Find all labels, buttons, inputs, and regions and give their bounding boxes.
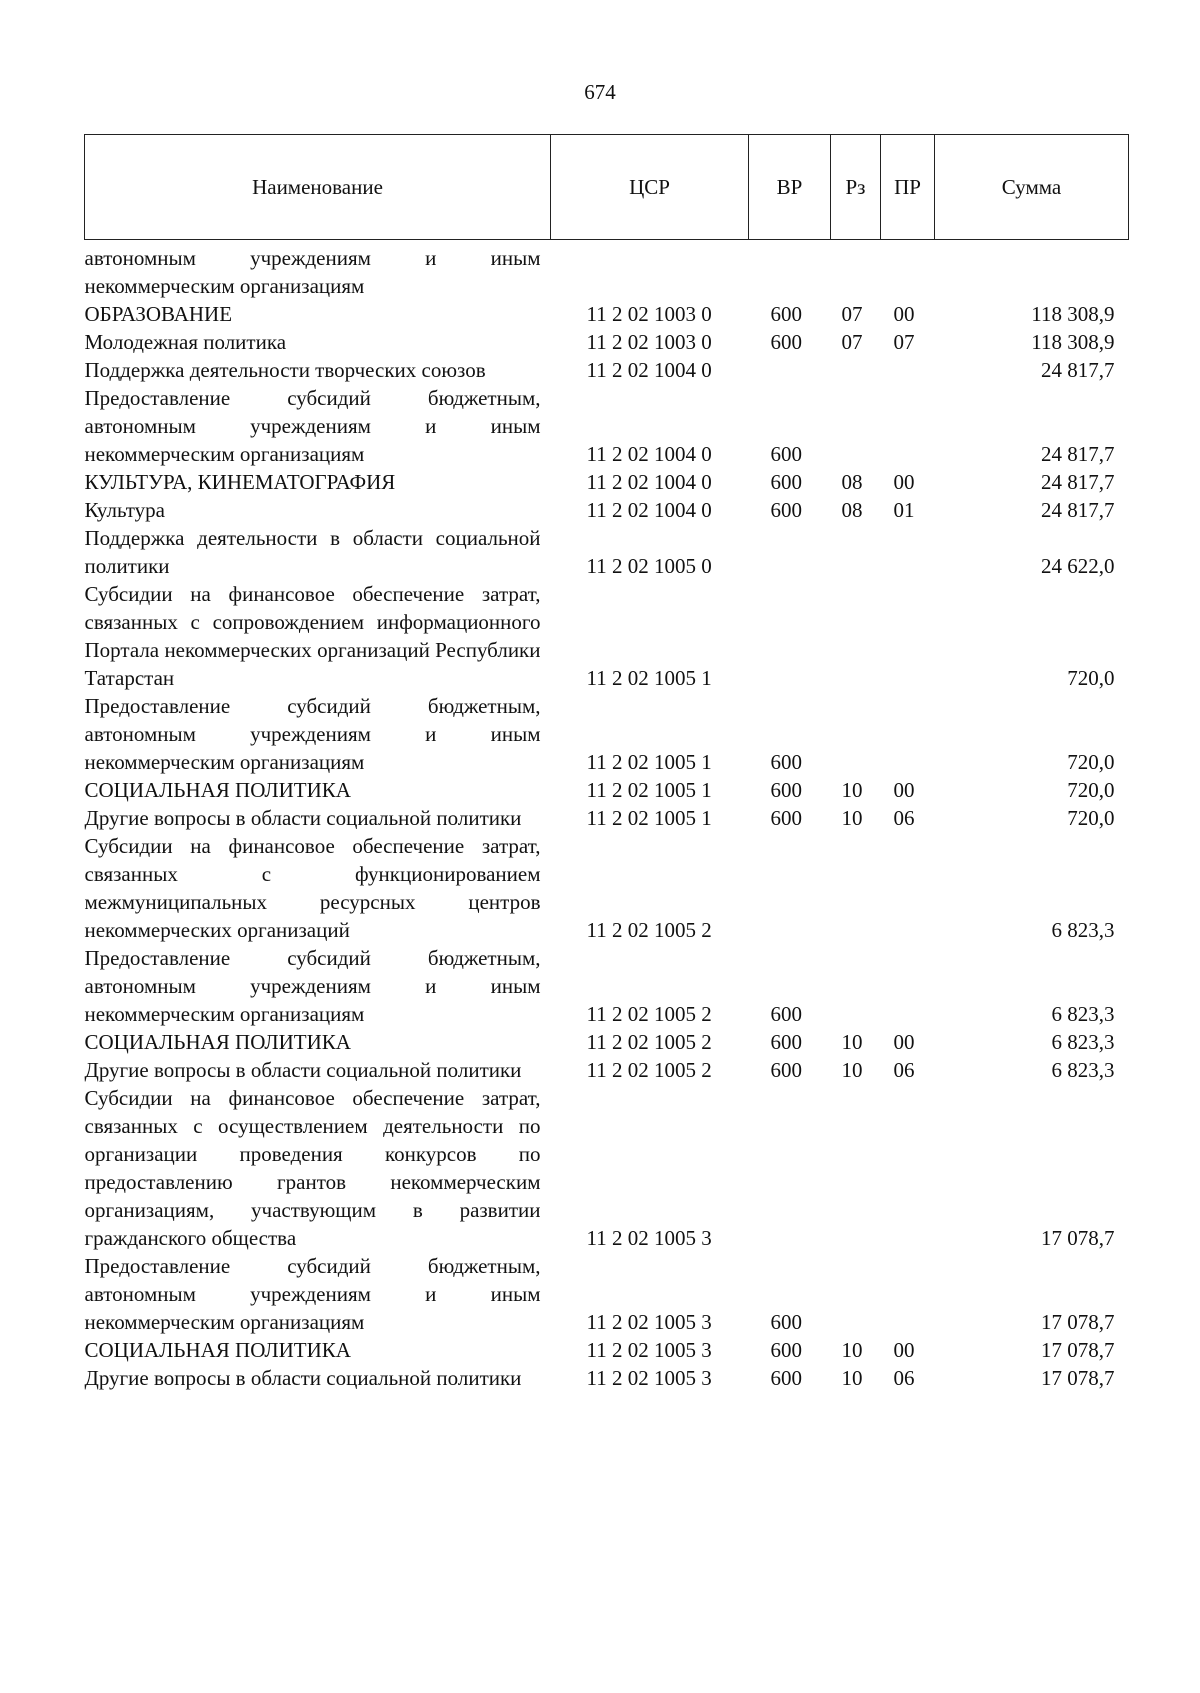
cell-sum: 720,0: [1067, 750, 1115, 774]
table-body: [85, 240, 1129, 1393]
cell-name: Молодежная политика: [84, 330, 287, 354]
cell-pr: [881, 384, 935, 468]
table-row: [85, 384, 1129, 468]
cell-vr: 600: [770, 750, 802, 774]
cell-csr: 11 2 02 1005 1: [586, 666, 712, 690]
table-row: [85, 832, 1129, 944]
cell-vr: 600: [770, 330, 802, 354]
cell-name: ОБРАЗОВАНИЕ: [84, 302, 233, 326]
cell-sum: 118 308,9: [1031, 302, 1115, 326]
cell-sum: 24 817,7: [1041, 498, 1115, 522]
table-row: [85, 328, 1129, 356]
cell-csr: 11 2 02 1005 0: [586, 554, 712, 578]
budget-table: [84, 134, 1129, 1392]
cell-name: Предоставление субсидий бюджетным, автономным учреждениям и иным некоммерческим организациям: [84, 946, 541, 1026]
cell-name: Субсидии на финансовое обеспечение затрат, связанных с осуществлением деятельности по организации проведения конкурсов по предоставлению грантов некоммерческим организациям, участвующим в развитии гражданского общества: [84, 1086, 541, 1250]
table-row: [85, 356, 1129, 384]
cell-vr: 600: [770, 1058, 802, 1082]
cell-vr: 600: [770, 1310, 802, 1334]
cell-rz: 07: [841, 302, 863, 326]
cell-sum: 17 078,7: [1041, 1226, 1115, 1250]
cell-name: Субсидии на финансовое обеспечение затрат, связанных с функционированием межмуниципальных ресурсных центров некоммерческих организаций: [84, 834, 541, 942]
cell-pr: 00: [893, 1338, 915, 1362]
table-row: [85, 580, 1129, 692]
header-pr: ПР: [881, 135, 935, 240]
table-row: [85, 1252, 1129, 1336]
cell-pr: 00: [893, 778, 915, 802]
cell-vr: [749, 580, 831, 692]
cell-pr: 06: [893, 1058, 915, 1082]
cell-name: Поддержка деятельности творческих союзов: [84, 358, 486, 382]
cell-name: СОЦИАЛЬНАЯ ПОЛИТИКА: [84, 778, 351, 802]
table-row: [85, 776, 1129, 804]
cell-sum: 24 817,7: [1041, 442, 1115, 466]
table-row: [85, 300, 1129, 328]
cell-sum: 720,0: [1067, 778, 1115, 802]
cell-csr: 11 2 02 1004 0: [586, 498, 712, 522]
cell-csr: 11 2 02 1003 0: [586, 302, 712, 326]
cell-pr: 00: [893, 302, 915, 326]
cell-pr: [881, 240, 935, 301]
cell-sum: 118 308,9: [1031, 330, 1115, 354]
cell-csr: 11 2 02 1004 0: [586, 470, 712, 494]
cell-rz: [831, 944, 881, 1028]
cell-sum: 6 823,3: [1051, 918, 1115, 942]
cell-name: Другие вопросы в области социальной политики: [84, 806, 522, 830]
cell-csr: 11 2 02 1005 1: [586, 778, 712, 802]
header-vr: ВР: [749, 135, 831, 240]
cell-rz: [831, 832, 881, 944]
cell-rz: [831, 580, 881, 692]
cell-pr: 00: [893, 470, 915, 494]
cell-sum: 6 823,3: [1051, 1058, 1115, 1082]
page-number: 674: [584, 80, 616, 104]
cell-vr: [749, 240, 831, 301]
table-row: [85, 240, 1129, 301]
header-sum: Сумма: [935, 135, 1129, 240]
cell-pr: [881, 692, 935, 776]
table-row: [85, 468, 1129, 496]
cell-sum: 6 823,3: [1051, 1030, 1115, 1054]
cell-vr: [749, 1084, 831, 1252]
table-row: [85, 944, 1129, 1028]
cell-sum: 24 622,0: [1041, 554, 1115, 578]
cell-csr: 11 2 02 1005 3: [586, 1366, 712, 1390]
cell-csr: 11 2 02 1003 0: [586, 330, 712, 354]
table-row: [85, 1364, 1129, 1392]
cell-name: СОЦИАЛЬНАЯ ПОЛИТИКА: [84, 1030, 351, 1054]
table-row: [85, 496, 1129, 524]
cell-sum: 24 817,7: [1041, 470, 1115, 494]
cell-pr: [881, 832, 935, 944]
cell-name: автономным учреждениям и иным некоммерческим организациям: [84, 246, 541, 298]
cell-rz: [831, 1084, 881, 1252]
cell-csr: 11 2 02 1005 3: [586, 1310, 712, 1334]
cell-vr: [749, 832, 831, 944]
cell-sum: 6 823,3: [1051, 1002, 1115, 1026]
cell-vr: 600: [770, 302, 802, 326]
cell-name: Другие вопросы в области социальной политики: [84, 1058, 522, 1082]
cell-csr: 11 2 02 1005 2: [586, 918, 712, 942]
cell-rz: 08: [841, 498, 863, 522]
cell-pr: 06: [893, 1366, 915, 1390]
cell-rz: [831, 384, 881, 468]
cell-vr: 600: [770, 1366, 802, 1390]
cell-rz: 07: [841, 330, 863, 354]
cell-pr: 07: [893, 330, 915, 354]
cell-vr: 600: [770, 1338, 802, 1362]
cell-pr: [881, 944, 935, 1028]
cell-rz: 10: [841, 1030, 863, 1054]
cell-vr: 600: [770, 442, 802, 466]
cell-csr: 11 2 02 1005 3: [586, 1226, 712, 1250]
cell-pr: 06: [893, 806, 915, 830]
header-name: Наименование: [85, 135, 551, 240]
table-row: [85, 804, 1129, 832]
cell-csr: 11 2 02 1005 3: [586, 1338, 712, 1362]
cell-rz: 10: [841, 1058, 863, 1082]
cell-csr: 11 2 02 1005 2: [586, 1058, 712, 1082]
cell-name: Предоставление субсидий бюджетным, автономным учреждениям и иным некоммерческим организациям: [84, 386, 541, 466]
table-header-row: [85, 135, 1129, 240]
cell-rz: 10: [841, 806, 863, 830]
cell-csr: 11 2 02 1005 1: [586, 806, 712, 830]
cell-sum: 17 078,7: [1041, 1338, 1115, 1362]
table-row: [85, 524, 1129, 580]
cell-csr: 11 2 02 1004 0: [586, 442, 712, 466]
cell-name: Культура: [84, 498, 165, 522]
cell-rz: [831, 356, 881, 384]
cell-vr: 600: [770, 498, 802, 522]
cell-rz: 08: [841, 470, 863, 494]
cell-csr: 11 2 02 1005 1: [586, 750, 712, 774]
cell-vr: 600: [770, 778, 802, 802]
header-csr: ЦСР: [551, 135, 749, 240]
cell-vr: 600: [770, 1002, 802, 1026]
cell-sum: 720,0: [1067, 666, 1115, 690]
cell-rz: 10: [841, 1366, 863, 1390]
cell-sum: 17 078,7: [1041, 1310, 1115, 1334]
cell-sum: 720,0: [1067, 806, 1115, 830]
cell-vr: 600: [770, 470, 802, 494]
cell-vr: 600: [770, 1030, 802, 1054]
table-row: [85, 1028, 1129, 1056]
cell-name: Другие вопросы в области социальной политики: [84, 1366, 522, 1390]
cell-csr: 11 2 02 1005 2: [586, 1002, 712, 1026]
cell-pr: [881, 1084, 935, 1252]
table-row: [85, 692, 1129, 776]
cell-sum: 24 817,7: [1041, 358, 1115, 382]
cell-csr: [551, 240, 749, 301]
cell-csr: 11 2 02 1005 2: [586, 1030, 712, 1054]
table-row: [85, 1336, 1129, 1364]
cell-rz: [831, 1252, 881, 1336]
table-row: [85, 1084, 1129, 1252]
cell-sum: 17 078,7: [1041, 1366, 1115, 1390]
header-rz: Рз: [831, 135, 881, 240]
cell-name: Поддержка деятельности в области социальной политики: [84, 526, 541, 578]
cell-pr: 01: [893, 498, 915, 522]
cell-vr: [749, 524, 831, 580]
cell-pr: [881, 356, 935, 384]
cell-vr: [749, 356, 831, 384]
cell-pr: 00: [893, 1030, 915, 1054]
cell-rz: [831, 692, 881, 776]
cell-name: КУЛЬТУРА, КИНЕМАТОГРАФИЯ: [84, 470, 396, 494]
cell-rz: 10: [841, 778, 863, 802]
cell-pr: [881, 524, 935, 580]
cell-name: Предоставление субсидий бюджетным, автономным учреждениям и иным некоммерческим организациям: [84, 694, 541, 774]
cell-rz: [831, 524, 881, 580]
cell-name: Предоставление субсидий бюджетным, автономным учреждениям и иным некоммерческим организациям: [84, 1254, 541, 1334]
cell-rz: [831, 240, 881, 301]
cell-rz: 10: [841, 1338, 863, 1362]
cell-vr: 600: [770, 806, 802, 830]
cell-csr: 11 2 02 1004 0: [586, 358, 712, 382]
cell-name: Субсидии на финансовое обеспечение затрат, связанных с сопровождением информационного Портала некоммерческих организаций Республики Татарстан: [84, 582, 541, 690]
cell-pr: [881, 1252, 935, 1336]
cell-name: СОЦИАЛЬНАЯ ПОЛИТИКА: [84, 1338, 351, 1362]
cell-pr: [881, 580, 935, 692]
cell-sum: [935, 240, 1129, 301]
table-row: [85, 1056, 1129, 1084]
